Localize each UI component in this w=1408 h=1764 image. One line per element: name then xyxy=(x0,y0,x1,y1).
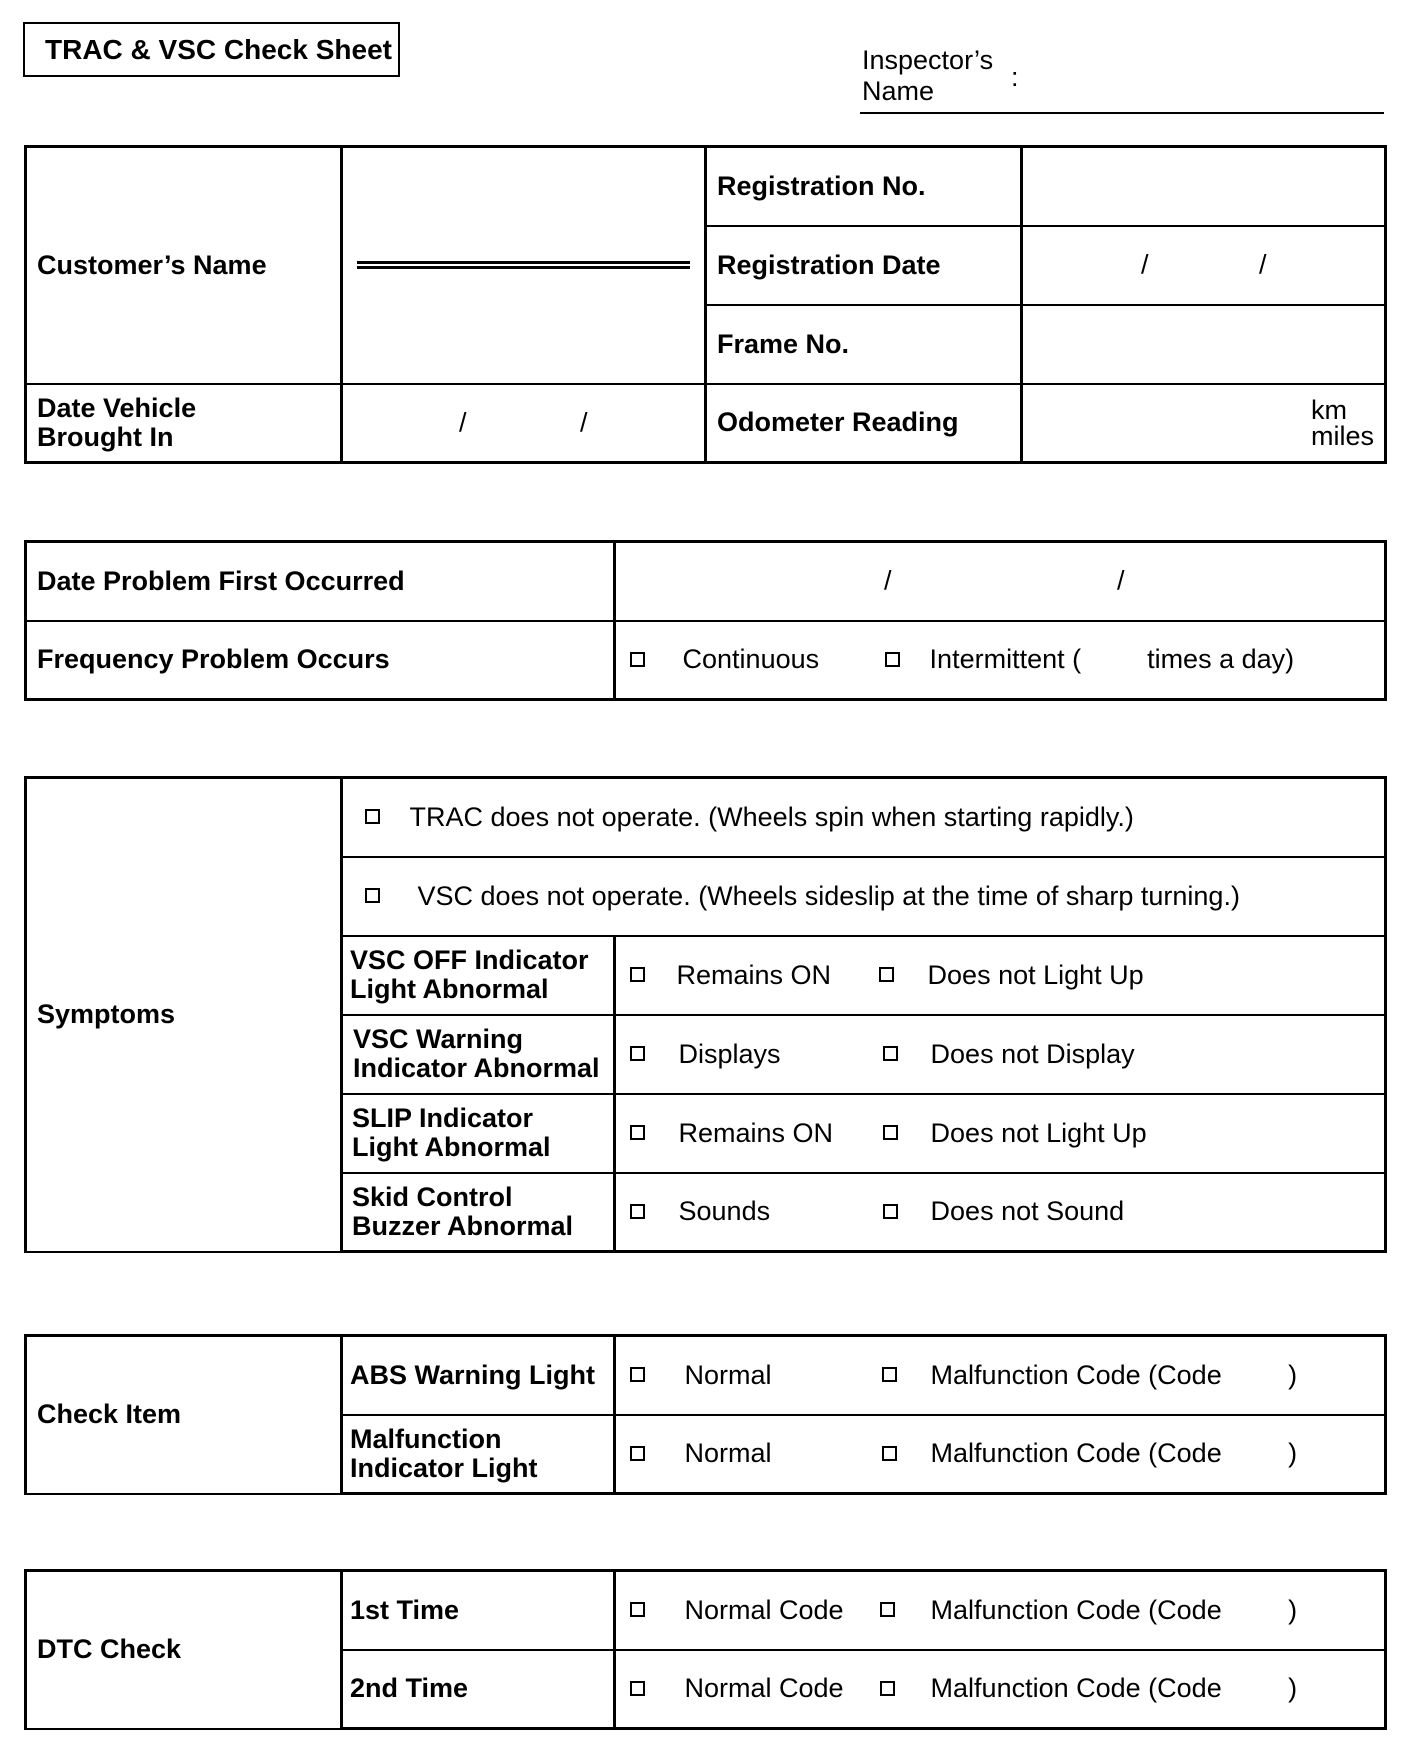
check-item-row-line1: Malfunction xyxy=(350,1423,502,1454)
dtc-check-label: DTC Check xyxy=(26,1571,342,1729)
malfunction-checkbox[interactable] xyxy=(880,1602,895,1617)
check-item-table xyxy=(24,1334,1387,1495)
option1-checkbox[interactable] xyxy=(630,1046,645,1061)
symptom-item-line1: VSC OFF Indicator xyxy=(350,945,589,975)
registration-no-label: Registration No. xyxy=(706,147,1022,226)
date-slash: / xyxy=(459,407,467,438)
symptom-item-line2: Buzzer Abnormal xyxy=(352,1210,574,1241)
check-item-options xyxy=(615,1336,1386,1415)
inspector-name-label xyxy=(862,45,993,107)
option2-label: Does not Light Up xyxy=(927,959,1144,990)
symptom-item-label xyxy=(342,1173,615,1252)
vsc-checkbox[interactable] xyxy=(365,888,380,903)
date-brought-in-field[interactable] xyxy=(342,384,706,463)
trac-checkbox[interactable] xyxy=(365,809,380,824)
option2-label: Does not Light Up xyxy=(930,1117,1147,1148)
date-brought-in-line1: Date Vehicle xyxy=(37,392,197,423)
close-paren: ) xyxy=(1288,1594,1298,1625)
continuous-option-label: Continuous xyxy=(682,644,820,675)
unit-km[interactable]: km xyxy=(1310,394,1347,425)
vsc-symptom-text: VSC does not operate. (Wheels sideslip at the time of sharp turning.) xyxy=(417,880,1240,911)
date-brought-in-label xyxy=(26,384,342,463)
option2-checkbox[interactable] xyxy=(883,1125,898,1140)
vsc-symptom-row xyxy=(342,857,1386,936)
registration-date-label: Registration Date xyxy=(706,226,1022,305)
malfunction-checkbox[interactable] xyxy=(882,1446,897,1461)
first-occurred-label: Date Problem First Occurred xyxy=(26,542,615,621)
dtc-options xyxy=(615,1571,1386,1650)
symptom-item-line1: SLIP Indicator xyxy=(352,1103,534,1133)
check-item-options xyxy=(615,1415,1386,1494)
customer-name-field[interactable] xyxy=(342,147,706,384)
normal-label: Normal xyxy=(684,1438,772,1469)
customer-name-double-line xyxy=(357,261,690,269)
option1-label: Sounds xyxy=(678,1196,771,1227)
dtc-row-label: 1st Time xyxy=(342,1571,615,1650)
symptom-item-line1: VSC Warning xyxy=(353,1024,524,1054)
inspector-colon: : xyxy=(1011,62,1019,92)
option2-label: Does not Sound xyxy=(930,1196,1125,1227)
registration-no-field[interactable] xyxy=(1022,147,1386,226)
frame-no-label: Frame No. xyxy=(706,305,1022,384)
intermittent-option-label: Intermittent ( xyxy=(929,644,1082,675)
date-slash: / xyxy=(1259,249,1267,280)
malfunction-code-label: Malfunction Code (Code xyxy=(930,1594,1222,1625)
frequency-options xyxy=(615,621,1386,700)
first-occurred-field[interactable] xyxy=(615,542,1386,621)
symptoms-label: Symptoms xyxy=(26,778,342,1252)
sheet-title: TRAC & VSC Check Sheet xyxy=(23,22,400,77)
normal-code-checkbox[interactable] xyxy=(630,1602,645,1617)
intermittent-checkbox[interactable] xyxy=(885,652,900,667)
normal-checkbox[interactable] xyxy=(630,1446,645,1461)
option1-checkbox[interactable] xyxy=(630,967,645,982)
inspector-label-line2: Name xyxy=(862,76,935,106)
close-paren: ) xyxy=(1288,1438,1298,1469)
problem-table xyxy=(24,540,1387,701)
symptom-options xyxy=(615,1094,1386,1173)
symptoms-table xyxy=(24,776,1387,1253)
date-slash: / xyxy=(1141,249,1149,280)
odometer-units xyxy=(1310,394,1374,451)
date-brought-in-line2: Brought In xyxy=(37,421,174,452)
normal-code-label: Normal Code xyxy=(684,1673,844,1704)
frequency-label: Frequency Problem Occurs xyxy=(26,621,615,700)
symptom-item-label xyxy=(342,1015,615,1094)
customer-name-label: Customer’s Name xyxy=(26,147,342,384)
check-item-row-line2: Indicator Light xyxy=(350,1452,538,1483)
malfunction-checkbox[interactable] xyxy=(880,1681,895,1696)
trac-symptom-text: TRAC does not operate. (Wheels spin when starting rapidly.) xyxy=(409,801,1134,832)
option2-checkbox[interactable] xyxy=(879,967,894,982)
malfunction-checkbox[interactable] xyxy=(882,1367,897,1382)
option1-label: Remains ON xyxy=(678,1117,834,1148)
symptom-options xyxy=(615,1015,1386,1094)
malfunction-code-label: Malfunction Code (Code xyxy=(930,1673,1222,1704)
dtc-options xyxy=(615,1650,1386,1729)
symptom-item-label xyxy=(342,936,615,1015)
normal-checkbox[interactable] xyxy=(630,1367,645,1382)
date-slash: / xyxy=(580,407,588,438)
unit-miles[interactable]: miles xyxy=(1310,420,1374,451)
option2-checkbox[interactable] xyxy=(883,1046,898,1061)
close-paren: ) xyxy=(1288,1359,1298,1390)
check-item-row-label xyxy=(342,1336,615,1415)
symptom-item-line2: Light Abnormal xyxy=(352,1132,551,1162)
dtc-row-label: 2nd Time xyxy=(342,1650,615,1729)
symptom-options xyxy=(615,936,1386,1015)
malfunction-code-label: Malfunction Code (Code xyxy=(930,1438,1222,1469)
option2-label: Does not Display xyxy=(930,1038,1135,1069)
inspector-name-field[interactable] xyxy=(860,112,1384,114)
option1-label: Displays xyxy=(678,1038,781,1069)
symptom-item-line2: Indicator Abnormal xyxy=(353,1053,600,1083)
date-slash: / xyxy=(1117,565,1125,596)
times-a-day-label: times a day) xyxy=(1147,644,1295,675)
symptom-item-line1: Skid Control xyxy=(352,1181,513,1212)
close-paren: ) xyxy=(1288,1673,1298,1704)
trac-symptom-row xyxy=(342,778,1386,857)
dtc-check-table xyxy=(24,1569,1387,1730)
check-item-row-line1: ABS Warning Light xyxy=(350,1359,595,1390)
symptom-item-label xyxy=(342,1094,615,1173)
normal-code-checkbox[interactable] xyxy=(630,1681,645,1696)
symptom-options xyxy=(615,1173,1386,1252)
continuous-checkbox[interactable] xyxy=(630,652,645,667)
normal-code-label: Normal Code xyxy=(684,1594,844,1625)
malfunction-code-label: Malfunction Code (Code xyxy=(930,1359,1222,1390)
date-slash: / xyxy=(884,565,892,596)
normal-label: Normal xyxy=(684,1359,772,1390)
check-item-row-label xyxy=(342,1415,615,1494)
frame-no-field[interactable] xyxy=(1022,305,1386,384)
option1-label: Remains ON xyxy=(676,959,832,990)
option1-checkbox[interactable] xyxy=(630,1204,645,1219)
odometer-label: Odometer Reading xyxy=(706,384,1022,463)
registration-date-field[interactable] xyxy=(1022,226,1386,305)
check-item-label: Check Item xyxy=(26,1336,342,1494)
customer-table xyxy=(24,145,1387,464)
inspector-label-line1: Inspector’s xyxy=(862,45,994,75)
symptom-item-line2: Light Abnormal xyxy=(350,974,549,1004)
option2-checkbox[interactable] xyxy=(883,1204,898,1219)
option1-checkbox[interactable] xyxy=(630,1125,645,1140)
odometer-field[interactable] xyxy=(1022,384,1386,463)
